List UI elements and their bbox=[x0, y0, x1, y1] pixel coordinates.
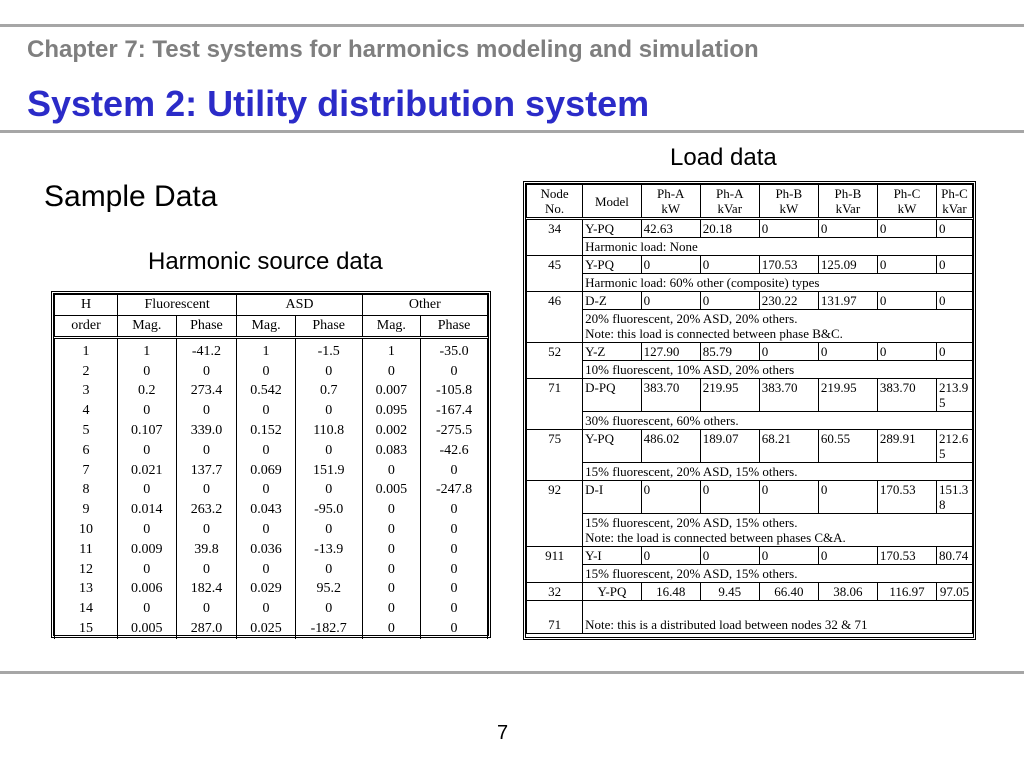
load-row bbox=[527, 379, 973, 412]
header-line: Ph-A bbox=[656, 186, 685, 201]
load-cell: 0 bbox=[759, 343, 818, 361]
table-row bbox=[55, 421, 488, 441]
load-header-row bbox=[527, 185, 973, 219]
load-header-cell bbox=[583, 185, 642, 219]
load-cell: 0 bbox=[818, 343, 877, 361]
load-cell: 116.97 bbox=[877, 583, 936, 601]
table-cell: 10 bbox=[55, 520, 118, 540]
table-cell: 151.9 bbox=[295, 461, 362, 481]
table-cell: 2 bbox=[55, 362, 118, 382]
load-header-cell bbox=[641, 185, 700, 219]
load-cell: 0 bbox=[759, 219, 818, 238]
table-cell: 0 bbox=[118, 520, 177, 540]
load-cell: 68.21 bbox=[759, 430, 818, 463]
header-line: No. bbox=[545, 201, 565, 216]
table-cell: 12 bbox=[55, 560, 118, 580]
load-cell: 85.79 bbox=[700, 343, 759, 361]
table-cell: 0.069 bbox=[237, 461, 295, 481]
table-cell: 0 bbox=[362, 580, 420, 600]
table-cell: 7 bbox=[55, 461, 118, 481]
table-row bbox=[55, 599, 488, 619]
table-cell: 0 bbox=[176, 481, 237, 501]
table-row bbox=[55, 500, 488, 520]
load-cell: 127.90 bbox=[641, 343, 700, 361]
table-cell: 0 bbox=[362, 520, 420, 540]
table-cell: -247.8 bbox=[421, 481, 488, 501]
load-header-cell bbox=[818, 185, 877, 219]
load-cell: 0 bbox=[936, 343, 972, 361]
table-cell: 0 bbox=[176, 599, 237, 619]
table-cell: 0.083 bbox=[362, 441, 420, 461]
load-row bbox=[527, 292, 973, 310]
table-cell: 5 bbox=[55, 421, 118, 441]
table-row bbox=[55, 580, 488, 600]
note-line: Note: the load is connected between phases C&A. bbox=[585, 530, 846, 545]
harmonic-subheader: Phase bbox=[295, 316, 362, 338]
load-cell: 0 bbox=[700, 256, 759, 274]
table-cell: 0 bbox=[421, 520, 488, 540]
header-line: Ph-B bbox=[834, 186, 862, 201]
load-cell: 170.53 bbox=[877, 547, 936, 565]
load-cell: D-PQ bbox=[583, 379, 642, 412]
node-number: 34 bbox=[527, 219, 583, 256]
table-cell: 182.4 bbox=[176, 580, 237, 600]
table-cell: 11 bbox=[55, 540, 118, 560]
load-note-row bbox=[527, 565, 973, 583]
load-cell: 0 bbox=[700, 292, 759, 310]
load-cell: 383.70 bbox=[641, 379, 700, 412]
load-note bbox=[583, 601, 973, 634]
harmonic-subheader: order bbox=[55, 316, 118, 338]
load-cell: 289.91 bbox=[877, 430, 936, 463]
table-cell: 339.0 bbox=[176, 421, 237, 441]
header-line: Ph-C bbox=[941, 186, 968, 201]
header-line: kVar bbox=[835, 201, 861, 216]
harmonic-table-body bbox=[55, 338, 488, 639]
load-cell: 0 bbox=[877, 343, 936, 361]
table-cell: -1.5 bbox=[295, 338, 362, 362]
table-cell: 0 bbox=[295, 481, 362, 501]
load-cell: 219.95 bbox=[818, 379, 877, 412]
load-note-row bbox=[527, 274, 973, 292]
load-cell: 230.22 bbox=[759, 292, 818, 310]
load-cell: Y-I bbox=[583, 547, 642, 565]
table-row bbox=[55, 540, 488, 560]
load-cell: 9.45 bbox=[700, 583, 759, 601]
table-cell: -42.6 bbox=[421, 441, 488, 461]
table-cell: 263.2 bbox=[176, 500, 237, 520]
table-cell: 95.2 bbox=[295, 580, 362, 600]
table-row bbox=[55, 619, 488, 639]
load-cell: Y-Z bbox=[583, 343, 642, 361]
table-cell: 273.4 bbox=[176, 382, 237, 402]
top-rule bbox=[0, 24, 1024, 27]
load-note-row bbox=[527, 463, 973, 481]
harmonic-subheader: Phase bbox=[176, 316, 237, 338]
load-note bbox=[583, 238, 973, 256]
table-cell: 0 bbox=[295, 599, 362, 619]
table-cell: 1 bbox=[55, 338, 118, 362]
table-cell: 15 bbox=[55, 619, 118, 639]
load-note-row bbox=[527, 361, 973, 379]
table-cell: 0.007 bbox=[362, 382, 420, 402]
table-cell: 0 bbox=[237, 401, 295, 421]
table-cell: 110.8 bbox=[295, 421, 362, 441]
load-cell: Y-PQ bbox=[583, 583, 642, 601]
table-cell: 1 bbox=[118, 338, 177, 362]
table-cell: 0 bbox=[421, 599, 488, 619]
load-note-row bbox=[527, 514, 973, 547]
load-table-frame bbox=[523, 181, 976, 640]
table-cell: 0 bbox=[362, 540, 420, 560]
table-cell: 0 bbox=[237, 481, 295, 501]
table-row bbox=[55, 481, 488, 501]
load-cell: 0 bbox=[641, 256, 700, 274]
harmonic-subheader-row bbox=[55, 316, 488, 338]
harmonic-subheader: Phase bbox=[421, 316, 488, 338]
load-header-cell bbox=[527, 185, 583, 219]
table-cell: 0.542 bbox=[237, 382, 295, 402]
load-cell: 16.48 bbox=[641, 583, 700, 601]
table-cell: 0 bbox=[362, 560, 420, 580]
load-cell: 0 bbox=[818, 481, 877, 514]
load-cell: 383.70 bbox=[759, 379, 818, 412]
load-cell: Y-PQ bbox=[583, 219, 642, 238]
load-note bbox=[583, 361, 973, 379]
table-cell: 0 bbox=[176, 520, 237, 540]
table-cell: 0 bbox=[118, 599, 177, 619]
load-note-row bbox=[527, 238, 973, 256]
table-cell: 0 bbox=[176, 441, 237, 461]
load-cell: 0 bbox=[936, 292, 972, 310]
load-cell: 0 bbox=[759, 481, 818, 514]
load-cell: 42.63 bbox=[641, 219, 700, 238]
load-row bbox=[527, 481, 973, 514]
note-line: 15% fluorescent, 20% ASD, 15% others. bbox=[585, 566, 798, 581]
load-header-cell bbox=[936, 185, 972, 219]
table-row bbox=[55, 362, 488, 382]
header-line: Ph-C bbox=[893, 186, 921, 201]
harmonic-subheader: Mag. bbox=[362, 316, 420, 338]
node-number: 911 bbox=[527, 547, 583, 583]
header-line: Ph-A bbox=[716, 186, 744, 201]
table-cell: 0 bbox=[421, 580, 488, 600]
table-cell: 0 bbox=[421, 540, 488, 560]
load-cell: 219.95 bbox=[700, 379, 759, 412]
harmonic-caption: Harmonic source data bbox=[148, 248, 383, 275]
table-cell: 1 bbox=[237, 338, 295, 362]
load-row bbox=[527, 343, 973, 361]
load-cell: 0 bbox=[641, 292, 700, 310]
col-h: H bbox=[55, 295, 118, 316]
harmonic-subheader: Mag. bbox=[118, 316, 177, 338]
node-number: 52 bbox=[527, 343, 583, 379]
header-line: kW bbox=[661, 201, 681, 216]
node-number: 45 bbox=[527, 256, 583, 292]
table-cell: 0 bbox=[118, 401, 177, 421]
load-cell: D-I bbox=[583, 481, 642, 514]
table-cell: 0 bbox=[295, 520, 362, 540]
table-row bbox=[55, 560, 488, 580]
table-cell: 287.0 bbox=[176, 619, 237, 639]
header-line: kW bbox=[897, 201, 917, 216]
table-cell: 13 bbox=[55, 580, 118, 600]
load-row bbox=[527, 256, 973, 274]
table-cell: 0 bbox=[421, 500, 488, 520]
load-table-body bbox=[527, 219, 973, 634]
load-cell: 0 bbox=[700, 481, 759, 514]
note-line: Note: this load is connected between phase B&C. bbox=[585, 326, 843, 341]
load-caption: Load data bbox=[670, 144, 777, 171]
load-cell: 0 bbox=[700, 547, 759, 565]
table-cell: -105.8 bbox=[421, 382, 488, 402]
table-cell: 0 bbox=[176, 401, 237, 421]
col-group-other: Other bbox=[362, 295, 487, 316]
header-line: Model bbox=[594, 193, 629, 209]
header-line: kVar bbox=[717, 201, 743, 216]
table-cell: 0.009 bbox=[118, 540, 177, 560]
load-row bbox=[527, 219, 973, 238]
table-cell: 3 bbox=[55, 382, 118, 402]
title-rule bbox=[0, 130, 1024, 133]
table-cell: 0 bbox=[421, 362, 488, 382]
table-row bbox=[55, 441, 488, 461]
load-cell: 0 bbox=[877, 219, 936, 238]
load-cell: 80.74 bbox=[936, 547, 972, 565]
table-cell: 4 bbox=[55, 401, 118, 421]
table-cell: 0 bbox=[362, 599, 420, 619]
load-cell: 383.70 bbox=[877, 379, 936, 412]
note-line: Harmonic load: None bbox=[585, 239, 698, 254]
table-cell: 0 bbox=[421, 560, 488, 580]
note-line: Harmonic load: 60% other (composite) types bbox=[585, 275, 820, 290]
table-cell: 0.107 bbox=[118, 421, 177, 441]
harmonic-table-frame bbox=[51, 291, 491, 638]
load-cell: 0 bbox=[641, 547, 700, 565]
table-cell: 137.7 bbox=[176, 461, 237, 481]
col-group-fluorescent: Fluorescent bbox=[118, 295, 237, 316]
table-cell: 0 bbox=[237, 599, 295, 619]
load-cell: 212.65 bbox=[936, 430, 972, 463]
header-line: Node bbox=[540, 186, 569, 201]
load-cell: 0 bbox=[936, 219, 972, 238]
table-cell: -275.5 bbox=[421, 421, 488, 441]
node-number: 71 bbox=[527, 601, 583, 634]
table-cell: 0 bbox=[362, 461, 420, 481]
table-cell: 0.036 bbox=[237, 540, 295, 560]
table-cell: 0 bbox=[362, 619, 420, 639]
note-line: 15% fluorescent, 20% ASD, 15% others. bbox=[585, 464, 798, 479]
load-note bbox=[583, 310, 973, 343]
load-cell: 0 bbox=[641, 481, 700, 514]
load-note-row bbox=[527, 310, 973, 343]
table-cell: 1 bbox=[362, 338, 420, 362]
load-note bbox=[583, 463, 973, 481]
table-cell: 0 bbox=[237, 362, 295, 382]
table-cell: 0 bbox=[295, 362, 362, 382]
table-cell: 0.002 bbox=[362, 421, 420, 441]
load-cell: Y-PQ bbox=[583, 430, 642, 463]
header-line: kVar bbox=[942, 201, 967, 216]
table-cell: 0 bbox=[362, 500, 420, 520]
load-cell: 97.05 bbox=[936, 583, 972, 601]
table-cell: 0 bbox=[118, 560, 177, 580]
harmonic-source-table bbox=[54, 294, 488, 639]
load-cell: 0 bbox=[877, 256, 936, 274]
node-number: 75 bbox=[527, 430, 583, 481]
table-cell: 39.8 bbox=[176, 540, 237, 560]
load-cell: 0 bbox=[759, 547, 818, 565]
table-cell: 14 bbox=[55, 599, 118, 619]
table-cell: 0.095 bbox=[362, 401, 420, 421]
load-cell: 170.53 bbox=[877, 481, 936, 514]
table-cell: 0.152 bbox=[237, 421, 295, 441]
col-group-asd: ASD bbox=[237, 295, 362, 316]
note-line: 20% fluorescent, 20% ASD, 20% others. bbox=[585, 311, 798, 326]
table-cell: 0.029 bbox=[237, 580, 295, 600]
load-note bbox=[583, 412, 973, 430]
node-number: 92 bbox=[527, 481, 583, 547]
load-cell: D-Z bbox=[583, 292, 642, 310]
node-number: 71 bbox=[527, 379, 583, 430]
table-cell: 6 bbox=[55, 441, 118, 461]
load-cell: Y-PQ bbox=[583, 256, 642, 274]
load-cell: 486.02 bbox=[641, 430, 700, 463]
harmonic-subheader: Mag. bbox=[237, 316, 295, 338]
load-cell: 0 bbox=[818, 547, 877, 565]
table-cell: -167.4 bbox=[421, 401, 488, 421]
load-note-row bbox=[527, 601, 973, 634]
load-cell: 189.07 bbox=[700, 430, 759, 463]
node-number: 46 bbox=[527, 292, 583, 343]
table-cell: 0 bbox=[421, 461, 488, 481]
table-cell: 0.014 bbox=[118, 500, 177, 520]
table-cell: -182.7 bbox=[295, 619, 362, 639]
table-cell: -95.0 bbox=[295, 500, 362, 520]
note-line: 15% fluorescent, 20% ASD, 15% others. bbox=[585, 515, 798, 530]
table-cell: 0.021 bbox=[118, 461, 177, 481]
load-cell: 60.55 bbox=[818, 430, 877, 463]
table-cell: 0 bbox=[118, 481, 177, 501]
load-cell: 66.40 bbox=[759, 583, 818, 601]
table-cell: 0.025 bbox=[237, 619, 295, 639]
table-cell: 0.005 bbox=[362, 481, 420, 501]
table-cell: 0.7 bbox=[295, 382, 362, 402]
table-cell: 0 bbox=[237, 520, 295, 540]
header-line: kW bbox=[779, 201, 799, 216]
load-cell: 170.53 bbox=[759, 256, 818, 274]
page-number: 7 bbox=[497, 722, 509, 744]
load-header-cell bbox=[700, 185, 759, 219]
table-cell: 0 bbox=[237, 441, 295, 461]
load-note-row bbox=[527, 412, 973, 430]
table-cell: 0 bbox=[176, 560, 237, 580]
load-cell: 0 bbox=[936, 256, 972, 274]
node-number: 32 bbox=[527, 583, 583, 601]
load-note bbox=[583, 514, 973, 547]
table-cell: 0 bbox=[421, 619, 488, 639]
table-row bbox=[55, 461, 488, 481]
footer-rule bbox=[0, 671, 1024, 674]
load-cell: 0 bbox=[877, 292, 936, 310]
table-cell: 0.2 bbox=[118, 382, 177, 402]
table-cell: 0.005 bbox=[118, 619, 177, 639]
slide-title: System 2: Utility distribution system bbox=[27, 83, 650, 124]
table-cell: 0 bbox=[295, 441, 362, 461]
note-line: Note: this is a distributed load between nodes 32 & 71 bbox=[585, 617, 868, 632]
table-cell: 0 bbox=[362, 362, 420, 382]
table-cell: -35.0 bbox=[421, 338, 488, 362]
table-cell: 0 bbox=[295, 401, 362, 421]
load-row bbox=[527, 547, 973, 565]
table-cell: 0 bbox=[118, 362, 177, 382]
load-cell: 151.38 bbox=[936, 481, 972, 514]
load-row bbox=[527, 430, 973, 463]
note-line: 30% fluorescent, 60% others. bbox=[585, 413, 739, 428]
load-cell: 0 bbox=[818, 219, 877, 238]
table-row bbox=[55, 382, 488, 402]
note-line: 10% fluorescent, 10% ASD, 20% others bbox=[585, 362, 795, 377]
load-cell: 125.09 bbox=[818, 256, 877, 274]
table-row bbox=[55, 401, 488, 421]
load-data-table bbox=[526, 184, 973, 634]
load-header-cell bbox=[877, 185, 936, 219]
load-row bbox=[527, 583, 973, 601]
load-header-cell bbox=[759, 185, 818, 219]
load-cell: 38.06 bbox=[818, 583, 877, 601]
load-cell: 20.18 bbox=[700, 219, 759, 238]
load-note bbox=[583, 274, 973, 292]
table-cell: 0 bbox=[237, 560, 295, 580]
load-cell: 213.95 bbox=[936, 379, 972, 412]
table-cell: 8 bbox=[55, 481, 118, 501]
table-row bbox=[55, 338, 488, 362]
load-note bbox=[583, 565, 973, 583]
header-line: Ph-B bbox=[775, 186, 803, 201]
table-cell: -41.2 bbox=[176, 338, 237, 362]
table-cell: 0.006 bbox=[118, 580, 177, 600]
table-cell: -13.9 bbox=[295, 540, 362, 560]
table-cell: 0 bbox=[176, 362, 237, 382]
sample-data-label: Sample Data bbox=[44, 180, 218, 213]
table-cell: 9 bbox=[55, 500, 118, 520]
chapter-heading: Chapter 7: Test systems for harmonics modeling and simulation bbox=[27, 36, 759, 63]
load-cell: 131.97 bbox=[818, 292, 877, 310]
table-cell: 0 bbox=[295, 560, 362, 580]
table-cell: 0 bbox=[118, 441, 177, 461]
table-cell: 0.043 bbox=[237, 500, 295, 520]
table-row bbox=[55, 520, 488, 540]
